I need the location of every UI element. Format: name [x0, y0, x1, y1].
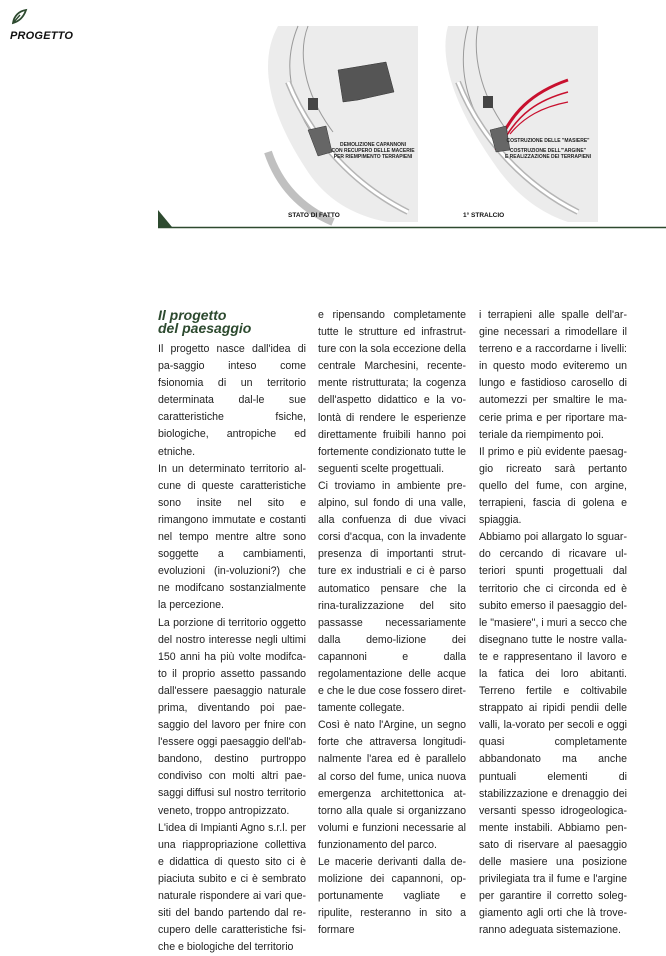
- annotation-line: COSTRUZIONE DELL'"ARGINE": [509, 148, 587, 154]
- paragraph: Abbiamo poi allargato lo sguar-do cercando di ricavare ul-teriori spunti progettuali dal territorio che ci circonda ed è subito emerso il paesaggio del-le "masiere", i muri a secco che disegnano tutte le nostre valla-te e rappresentano il lavoro e la fatica dei loro abitanti. Terreno fertile e coltivabile strappato ai ripidi pendii delle valli, la-vorato per secoli e oggi quasi completamente abbandonato ma anche puntuali elementi di stabilizzazione e drenaggio dei versanti spesso idrogeologica-mente instabili. Abbiamo pen-sato di riservare al paesaggio delle masiere una posizione privilegiata tra il fume e l'argine per garantire il corretto soleg-giamento agli orti che là trove-ranno adeguata sistemazione.: [479, 531, 627, 937]
- paragraph: Ci troviamo in ambiente pre-alpino, sul fondo di una valle, alla confuenza di due vivaci corsi d'acqua, con la invadente presenza di importanti strut-ture ex industriali e ci è parso automatico pensare che la rina-turalizzazione del sito passasse necessariamente dalla demo-lizione dei capannoni e dalla regolamentazione delle acque e che le due cose fossero diret-tamente collegate.: [318, 479, 466, 715]
- stage-label-left: STATO DI FATTO: [288, 212, 340, 219]
- text-column-3: [479, 307, 627, 939]
- stato-di-fatto-plan: [268, 26, 418, 222]
- text-column-2: [318, 307, 466, 939]
- paragraph: Così è nato l'Argine, un segno forte che attraversa longitudi-nalmente l'area ed è parallelo al corso del fume, unica nuova emergenza architettonica at-torno alla quale si organizzano volumi e funzioni necessarie al funzionamento del parco.: [318, 719, 466, 851]
- paragraph: Le macerie derivanti dalla de-molizione dei capannoni, op-portunamente vagliate e ripulite, resteranno in sito a formare: [318, 856, 466, 937]
- site-plans-figure: [158, 22, 666, 232]
- paragraph: L'idea di Impianti Agno s.r.l. per una riappropriazione collettiva e didattica di questo sito ci è piaciuta subito e ci è sembrato naturale rispondere ai vari que-siti del bando partendo dal re-cupero delle caratteristiche fsi-che e biologiche del territorio: [158, 821, 306, 954]
- paragraph: e ripensando completamente tutte le strutture ed infrastrut-ture con la sola eccezione della centrale Marchesini, recente-mente ristrutturata; la cogenza dell'aspetto didattico e la vo-lontà di rendere le esperienze direttamente fruibili hanno poi fortemente condizionato tutte le seguenti scelte progettuali.: [318, 309, 466, 475]
- article-heading: Il progetto del paesaggio: [158, 307, 252, 336]
- section-label: PROGETTO: [10, 30, 74, 42]
- annotation-line: CON RECUPERO DELLE MACERIE: [331, 148, 415, 154]
- annotation-line: COSTRUZIONE DELLE "MASIERE": [506, 138, 590, 144]
- corner-triangle: [158, 210, 172, 227]
- leaf-pen-icon: [10, 8, 28, 26]
- stage-label-right: 1° STRALCIO: [463, 212, 505, 219]
- primo-stralcio-plan: [445, 26, 598, 222]
- paragraph: In un determinato territorio al-cune di queste caratteristiche sono insite nel sito e rimangono immutate e costanti nel tempo mentre altre sono soggette a cambiamenti, evoluzioni (in-voluzioni?) che ne modifcano sostanzialmente la percezione.: [158, 462, 306, 612]
- annotation-line: E REALIZZAZIONE DEI TERRAPIENI: [504, 154, 592, 160]
- paragraph: La porzione di territorio oggetto del nostro interesse negli ultimi 150 anni ha più volte modifca-to il proprio assetto passando dall'essere paesaggio naturale prima, diventando poi pae-saggio del lavoro per fnire con l'essere oggi paesaggio dell'ab-bandono, destino purtroppo condiviso con molti altri pae-saggi diffusi sul nostro territorio veneto, troppo antropizzato.: [158, 616, 306, 817]
- paragraph: Il progetto nasce dall'idea di pa-saggio inteso come fsionomia di un territorio determinata dal-le sue caratteristiche fsiche, biologiche, antropiche ed etniche.: [158, 343, 306, 458]
- annotation-line: PER RIEMPIMENTO TERRAPIENI: [333, 154, 413, 160]
- text-column-1: [158, 341, 306, 956]
- annotation-line: DEMOLIZIONE CAPANNONI: [339, 142, 407, 148]
- paragraph: i terrapieni alle spalle dell'ar-gine necessari a rimodellare il terreno e a raccordarne i livelli: in questo modo eviteremo un lungo e fastidioso carosello di automezzi per smaltire le ma-cerie prima e per riportare ma-teriale da riempimento poi.: [479, 309, 627, 441]
- paragraph: Il primo e più evidente paesag-gio ricreato sarà pertanto quello del fume, con argine, terrapieni, fascia di golena e spiaggia.: [479, 445, 627, 527]
